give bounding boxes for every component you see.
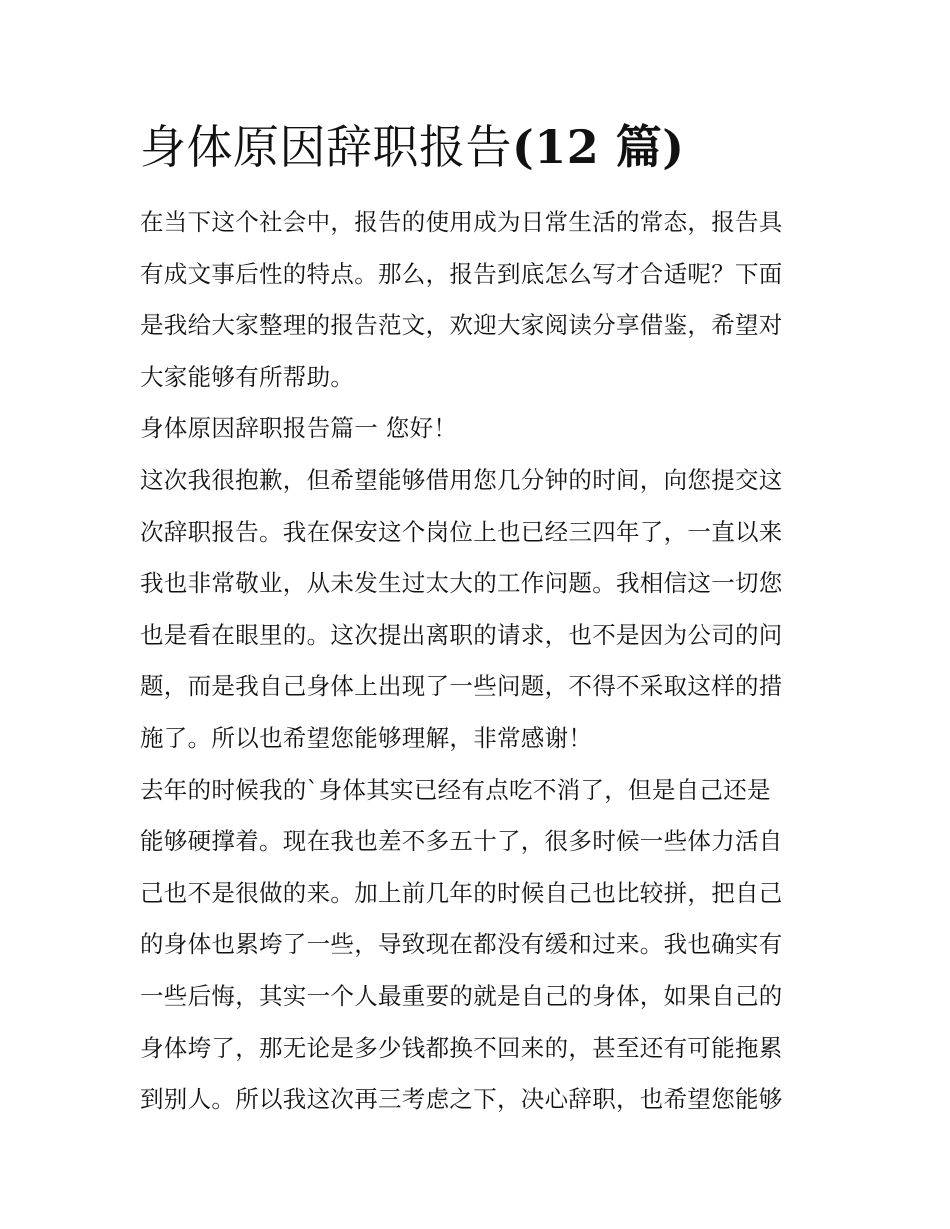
section-heading-line: 身体原因辞职报告篇一 您好！ [140,414,458,443]
body-line: 的身体也累垮了一些，导致现在都没有缓和过来。我也确实有 [140,930,783,959]
title-main-text: 身体原因辞职报告 [140,120,512,174]
body-line: 施了。所以也希望您能够理解，非常感谢！ [140,723,593,752]
body-line: 我也非常敬业，从未发生过太大的工作问题。我相信这一切您 [140,569,783,598]
body-line: 己也不是很做的来。加上前几年的时候自己也比较拼，把自己 [140,878,783,907]
body-line: 大家能够有所帮助。 [140,362,355,391]
body-line: 能够硬撑着。现在我也差不多五十了，很多时候一些体力活自 [140,827,783,856]
body-line: 这次我很抱歉，但希望能够借用您几分钟的时间，向您提交这 [140,465,783,494]
body-line: 题，而是我自己身体上出现了一些问题，不得不采取这样的措 [140,672,783,701]
body-line: 有成文事后性的特点。那么，报告到底怎么写才合适呢？下面 [140,259,783,288]
body-line: 在当下这个社会中，报告的使用成为日常生活的常态，报告具 [140,208,783,236]
body-line: 身体垮了，那无论是多少钱都换不回来的，甚至还有可能拖累 [140,1033,783,1062]
title-count-text: (12 篇) [512,120,685,174]
document-body [140,197,820,1126]
body-line: 是我给大家整理的报告范文，欢迎大家阅读分享借鉴，希望对 [140,311,783,340]
body-line: 一些后悔，其实一个人最重要的就是自己的身体，如果自己的 [140,981,783,1010]
body-line: 到别人。所以我这次再三考虑之下，决心辞职，也希望您能够 [140,1085,783,1114]
body-line: 次辞职报告。我在保安这个岗位上也已经三四年了，一直以来 [140,517,783,546]
body-line: 也是看在眼里的。这次提出离职的请求，也不是因为公司的问 [140,620,783,649]
document-title [140,112,820,182]
body-line: 去年的时候我的`身体其实已经有点吃不消了，但是自己还是 [140,775,771,804]
